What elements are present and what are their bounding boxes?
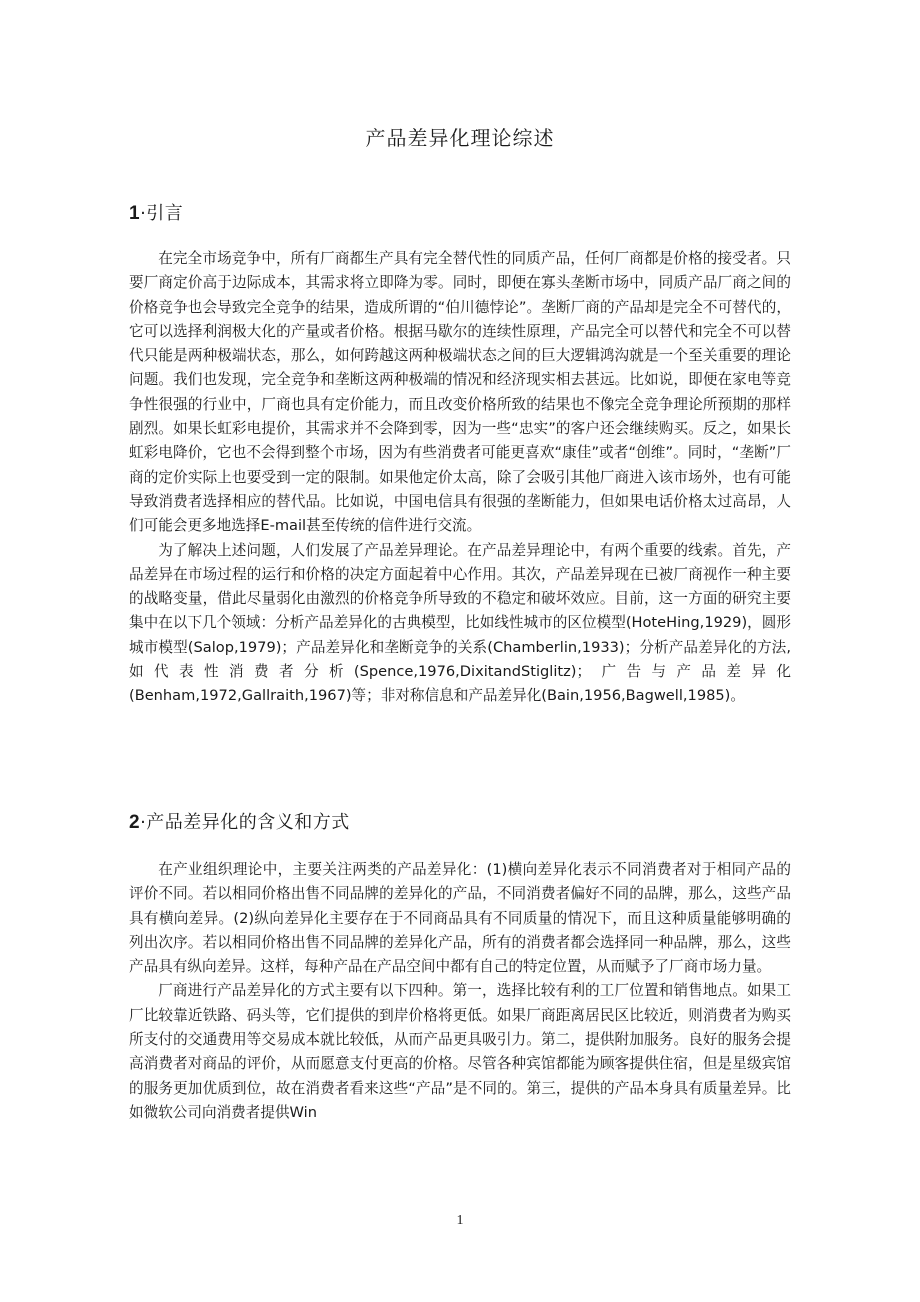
page-number: 1 bbox=[456, 1213, 464, 1228]
paragraph: 厂商进行产品差异化的方式主要有以下四种。第一，选择比较有利的工厂位置和销售地点。如果工厂比较靠近铁路、码头等，它们提供的到岸价格将更低。如果厂商距离居民区比较近，则消费者为购买所支付的交通费用等交易成本就比较低，从而产品更具吸引力。第二，提供附加服务。良好的服务会提高消费者对商品的评价，从而愿意支付更高的价格。尽管各种宾馆都能为顾客提供住宿，但是星级宾馆的服务更加优质到位，故在消费者看来这些“产品”是不同的。第三，提供的产品本身具有质量差异。比如微软公司向消费者提供Win bbox=[129, 982, 791, 1121]
section-heading-introduction bbox=[129, 199, 183, 225]
document-title: 产品差异化理论综述 bbox=[365, 126, 555, 150]
paragraph: 在产业组织理论中，主要关注两类的产品差异化：(1)横向差异化表示不同消费者对于相同产品的评价不同。若以相同价格出售不同品牌的差异化的产品，不同消费者偏好不同的品牌，那么，这些产品具有横向差异。(2)纵向差异化主要存在于不同商品具有不同质量的情况下，而且这种质量能够明确的列出次序。若以相同价格出售不同品牌的差异化产品，所有的消费者都会选择同一种品牌，那么，这些产品具有纵向差异。这样，每种产品在产品空间中都有自己的特定位置，从而赋予了厂商市场力量。 bbox=[129, 861, 791, 976]
section-title: ·产品差异化的含义和方式 bbox=[140, 812, 350, 833]
section-body-introduction bbox=[129, 247, 791, 709]
section-number: 2 bbox=[129, 812, 141, 833]
section-body-definition bbox=[129, 858, 791, 1125]
section-title: ·引言 bbox=[140, 203, 184, 224]
paragraph: 为了解决上述问题，人们发展了产品差异理论。在产品差异理论中，有两个重要的线索。首先，产品差异在市场过程的运行和价格的决定方面起着中心作用。其次，产品差异现在已被厂商视作一种主要的战略变量，借此尽量弱化由激烈的价格竞争所导致的不稳定和破坏效应。目前，这一方面的研究主要集中在以下几个领域：分析产品差异化的古典模型，比如线性城市的区位模型(HoteHing,1929)，圆形城市模型(Salop,1979)；产品差异化和垄断竞争的关系(Chamberlin,1933)；分析产品差异化的方法,如代表性消费者分析(Spence,1976,DixitandStiglitz)；广告与产品差异化(Benham,1972,Gallraith,1967)等；非对称信息和产品差异化(Bain,1956,Bagwell,1985)。 bbox=[129, 541, 791, 705]
section-heading-definition bbox=[129, 808, 350, 834]
paragraph: 在完全市场竞争中，所有厂商都生产具有完全替代性的同质产品，任何厂商都是价格的接受者。只要厂商定价高于边际成本，其需求将立即降为零。同时，即便在寡头垄断市场中，同质产品厂商之间的价格竞争也会导致完全竞争的结果，造成所谓的“伯川德悖论”。垄断厂商的产品却是完全不可替代的，它可以选择利润极大化的产量或者价格。根据马歇尔的连续性原理，产品完全可以替代和完全不可以替代只能是两种极端状态，那么，如何跨越这两种极端状态之间的巨大逻辑鸿沟就是一个至关重要的理论问题。我们也发现，完全竞争和垄断这两种极端的情况和经济现实相去甚远。比如说，即便在家电等竞争性很强的行业中，厂商也具有定价能力，而且改变价格所致的结果也不像完全竞争理论所预期的那样剧烈。如果长虹彩电提价，其需求并不会降到零，因为一些“忠实”的客户还会继续购买。反之，如果长虹彩电降价，它也不会得到整个市场，因为有些消费者可能更喜欢“康佳”或者“创维”。同时，“垄断”厂商的定价实际上也要受到一定的限制。如果他定价太高，除了会吸引其他厂商进入该市场外，也有可能导致消费者选择相应的替代品。比如说，中国电信具有很强的垄断能力，但如果电话价格太过高昂，人们可能会更多地选择E-mail甚至传统的信件进行交流。 bbox=[129, 250, 791, 535]
section-number: 1 bbox=[129, 203, 141, 224]
